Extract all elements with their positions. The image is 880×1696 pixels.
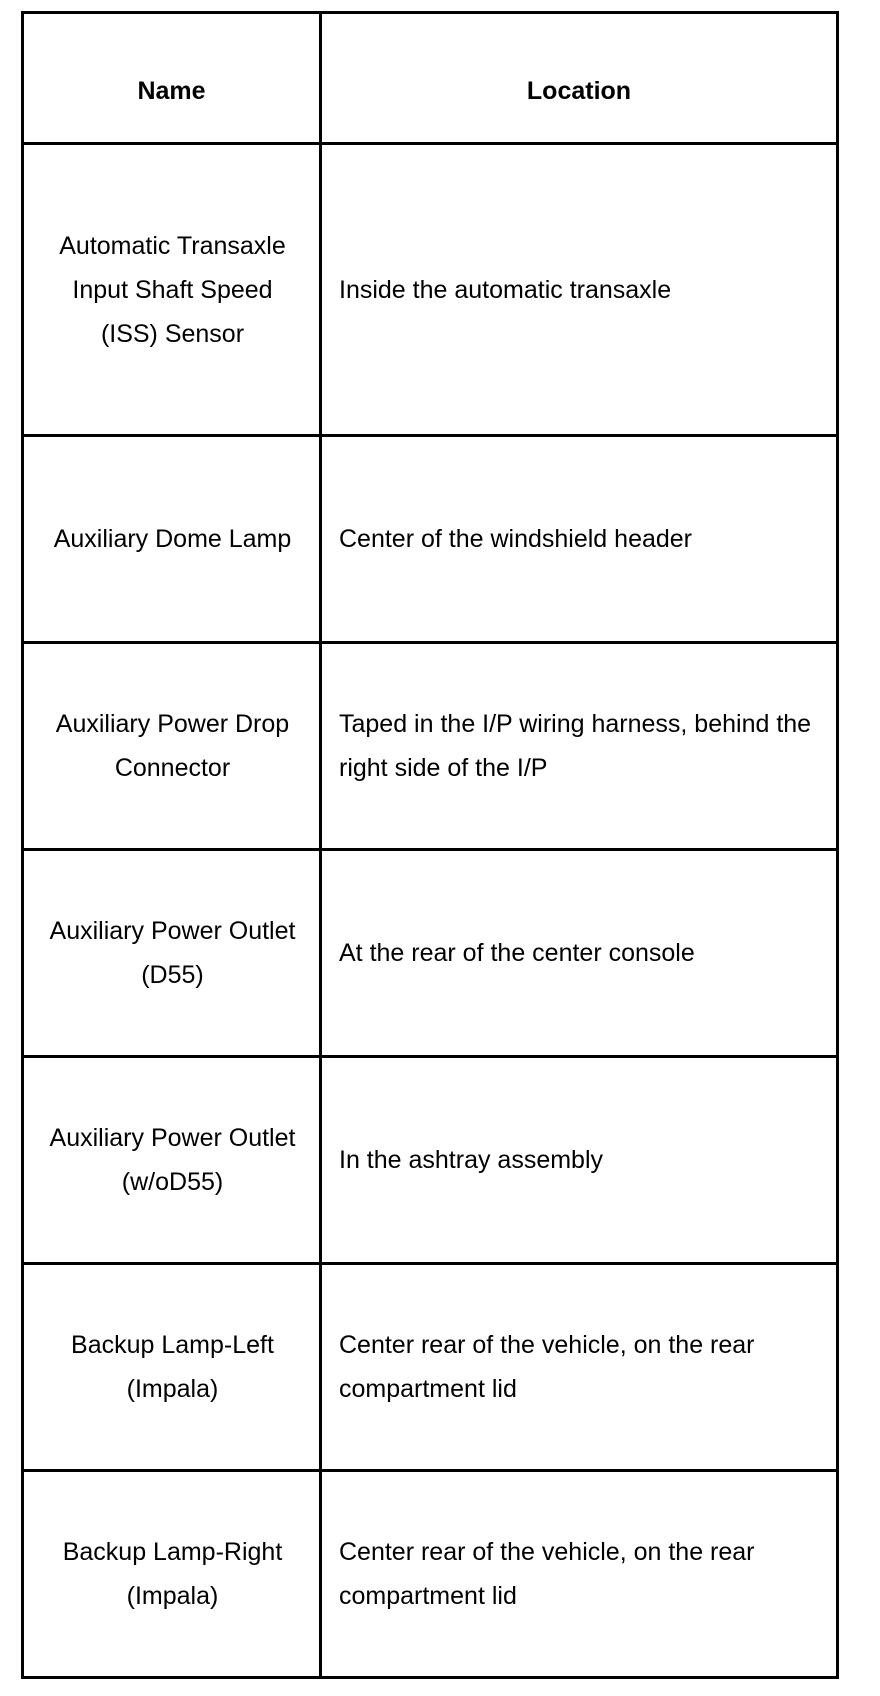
- name-cell: Auxiliary Dome Lamp: [23, 436, 321, 643]
- component-location-table: [21, 11, 839, 1679]
- location-cell: At the rear of the center console: [321, 850, 838, 1057]
- location-cell: Center of the windshield header: [321, 436, 838, 643]
- table-row: [23, 436, 838, 643]
- table-row: [23, 643, 838, 850]
- location-cell: Center rear of the vehicle, on the rear compartment lid: [321, 1471, 838, 1678]
- column-header-location: Location: [321, 13, 838, 144]
- table-row: [23, 1057, 838, 1264]
- table-row: [23, 1264, 838, 1471]
- location-cell: Taped in the I/P wiring harness, behind the right side of the I/P: [321, 643, 838, 850]
- name-cell: Auxiliary Power Outlet (D55): [23, 850, 321, 1057]
- column-header-name: Name: [23, 13, 321, 144]
- name-cell: Auxiliary Power Drop Connector: [23, 643, 321, 850]
- name-cell: Automatic Transaxle Input Shaft Speed (ISS) Sensor: [23, 144, 321, 436]
- name-cell: Auxiliary Power Outlet (w/oD55): [23, 1057, 321, 1264]
- location-cell: Center rear of the vehicle, on the rear compartment lid: [321, 1264, 838, 1471]
- location-cell: Inside the automatic transaxle: [321, 144, 838, 436]
- name-cell: Backup Lamp-Right (Impala): [23, 1471, 321, 1678]
- name-cell: Backup Lamp-Left (Impala): [23, 1264, 321, 1471]
- location-cell: In the ashtray assembly: [321, 1057, 838, 1264]
- table-row: [23, 144, 838, 436]
- header-row: [23, 13, 838, 144]
- table-row: [23, 1471, 838, 1678]
- table-row: [23, 850, 838, 1057]
